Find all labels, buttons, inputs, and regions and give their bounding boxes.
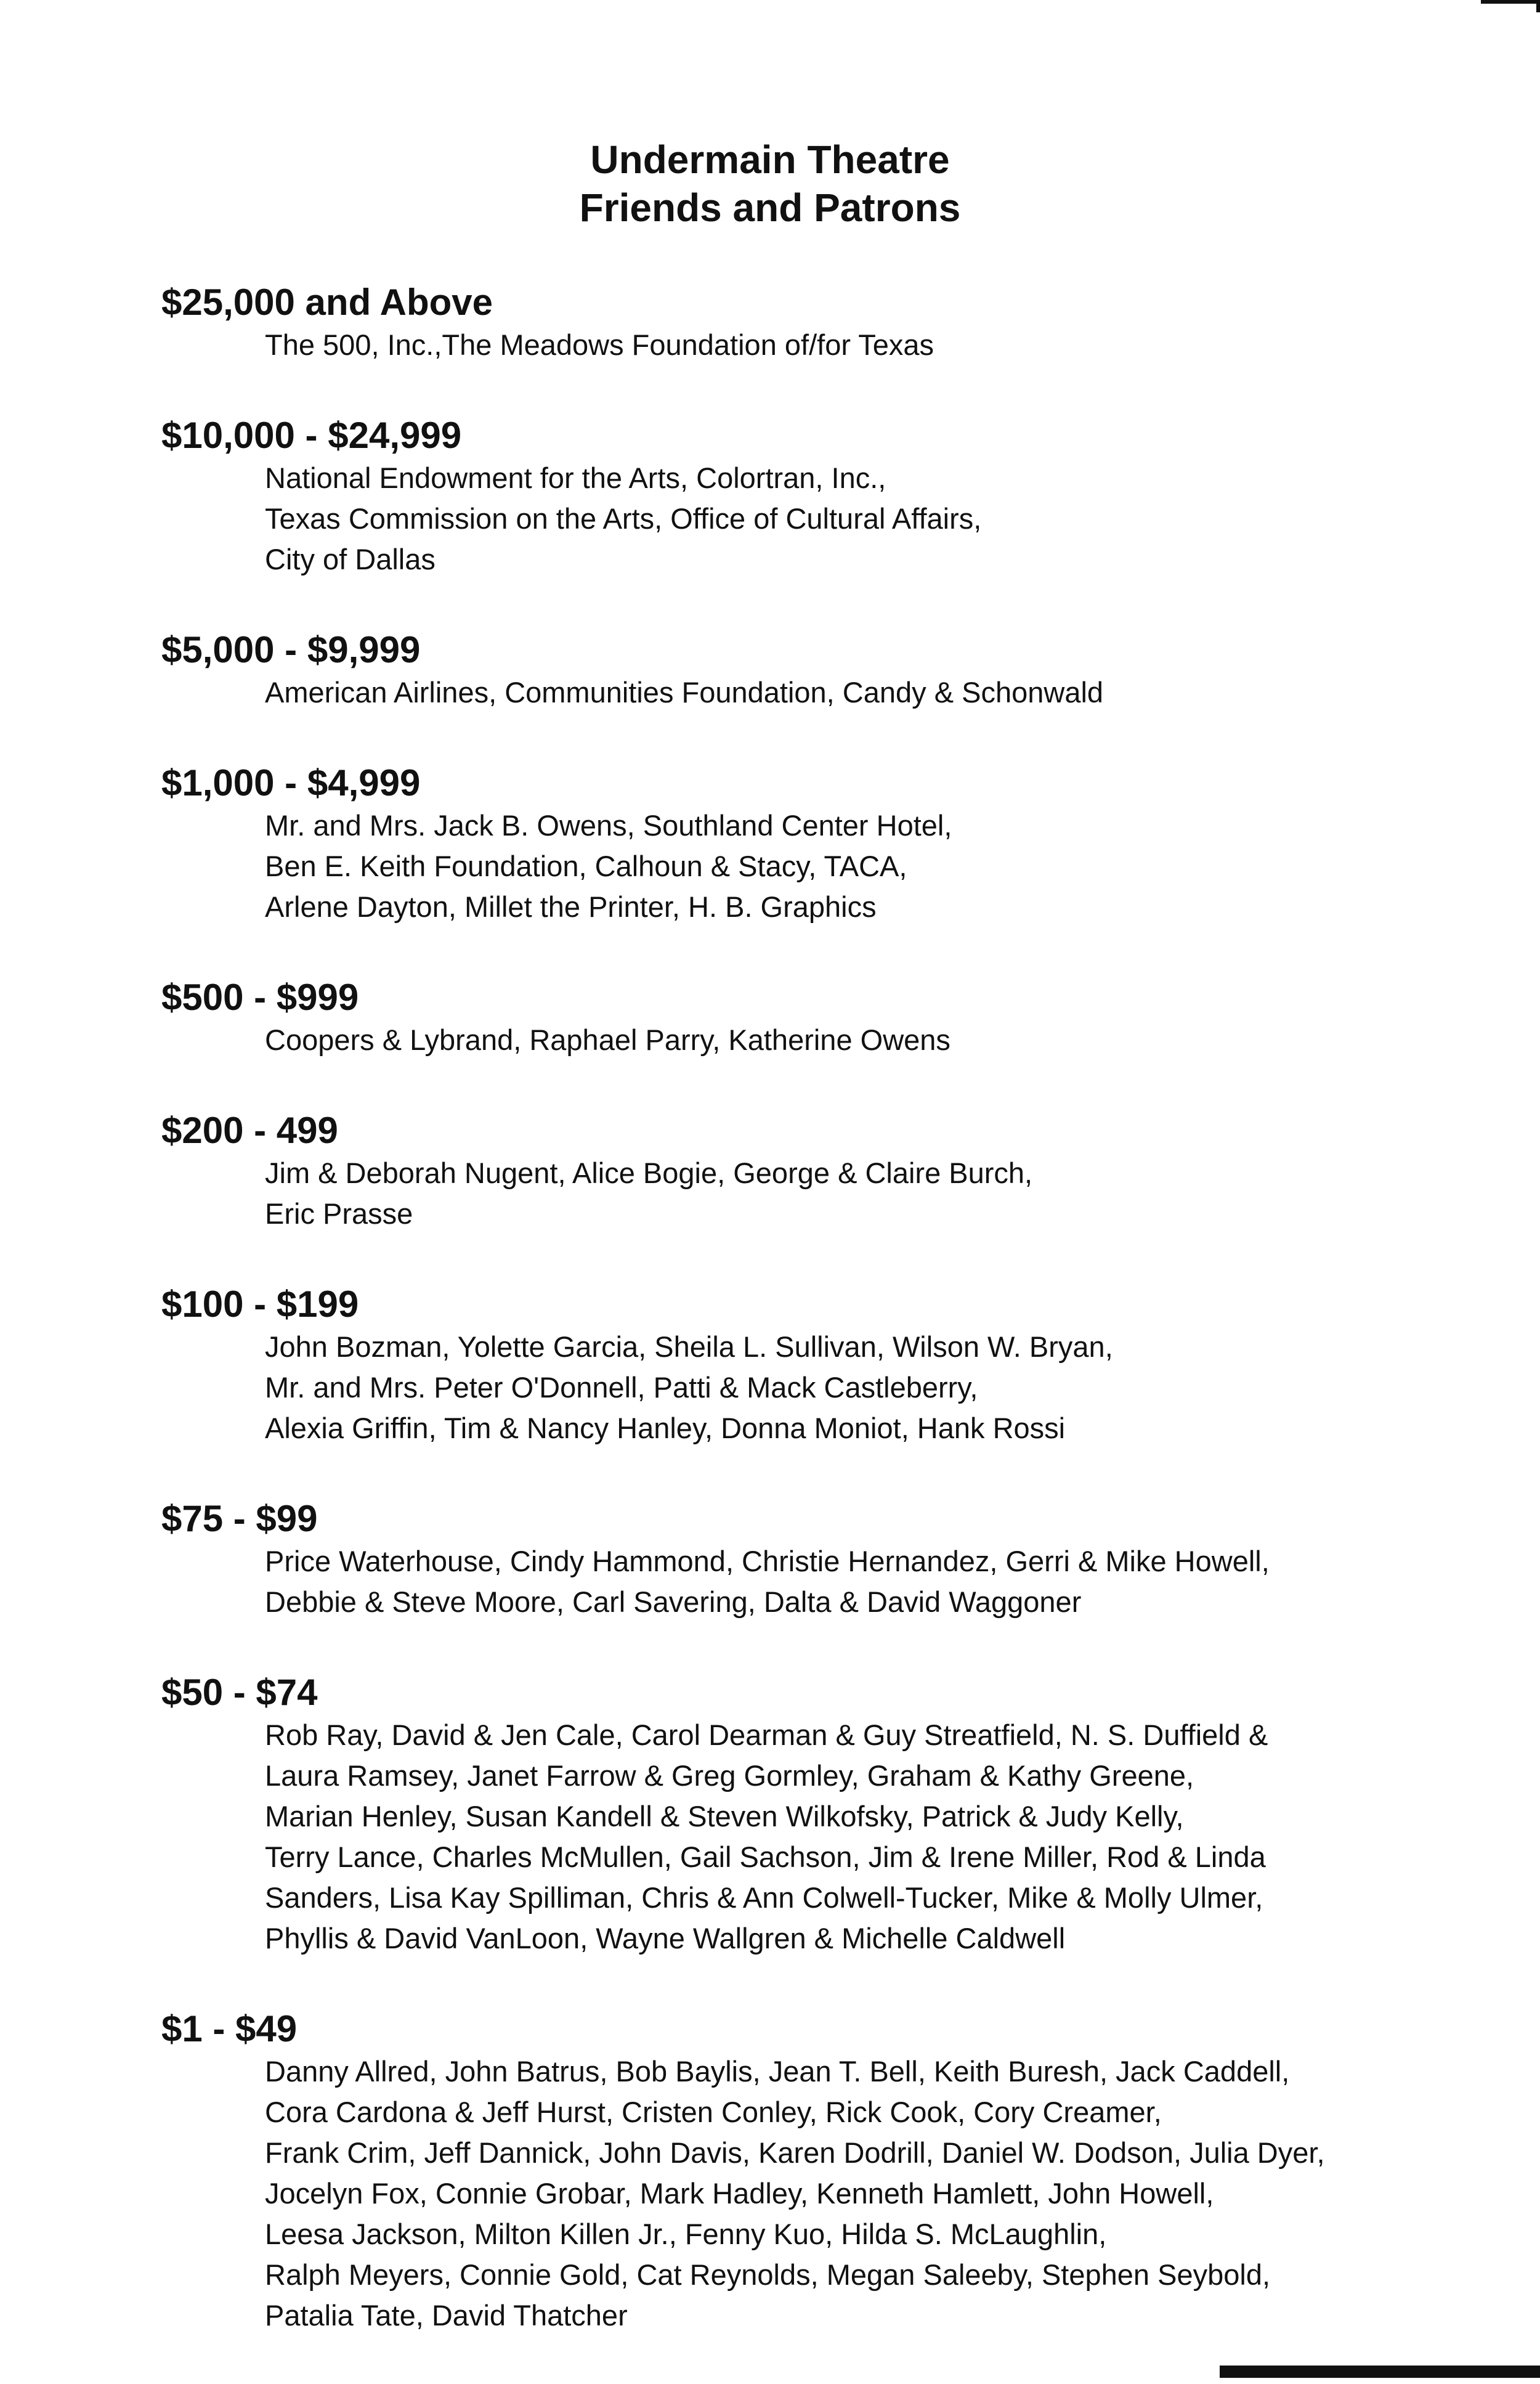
donor-list-line: Jocelyn Fox, Connie Grobar, Mark Hadley, Kenneth Hamlett, John Howell, <box>265 2177 1214 2210</box>
donor-tier-heading: $5,000 - $9,999 <box>161 629 421 670</box>
donor-tier-section <box>161 761 1486 927</box>
donor-list-line: Mr. and Mrs. Peter O'Donnell, Patti & Mack Castleberry, <box>265 1371 978 1404</box>
donor-list-line: Cora Cardona & Jeff Hurst, Cristen Conley, Rick Cook, Cory Creamer, <box>265 2096 1162 2128</box>
page-title <box>0 136 1540 232</box>
donor-sections <box>161 280 1486 2384</box>
donor-list-line: Texas Commission on the Arts, Office of Cultural Affairs, <box>265 502 982 535</box>
donor-tier-heading: $500 - $999 <box>161 977 359 1018</box>
title-line-1: Undermain Theatre <box>590 137 950 182</box>
page-edge-mark-top <box>1481 0 1540 12</box>
donor-list-line: Terry Lance, Charles McMullen, Gail Sachson, Jim & Irene Miller, Rod & Linda <box>265 1841 1266 1873</box>
donor-list-line: Ralph Meyers, Connie Gold, Cat Reynolds, Megan Saleeby, Stephen Seybold, <box>265 2258 1271 2291</box>
donor-list-line: John Bozman, Yolette Garcia, Sheila L. Sullivan, Wilson W. Bryan, <box>265 1330 1113 1363</box>
donor-list-line: Price Waterhouse, Cindy Hammond, Christie Hernandez, Gerri & Mike Howell, <box>265 1545 1270 1577</box>
donor-list-line: Eric Prasse <box>265 1197 413 1230</box>
donor-list-line: Alexia Griffin, Tim & Nancy Hanley, Donna Moniot, Hank Rossi <box>265 1412 1066 1444</box>
donor-list-line: Patalia Tate, David Thatcher <box>265 2299 628 2332</box>
donor-list-line: Arlene Dayton, Millet the Printer, H. B. Graphics <box>265 890 877 923</box>
donor-list <box>265 1715 1486 1959</box>
donor-tier-heading: $200 - 499 <box>161 1110 338 1151</box>
donor-list-line: Coopers & Lybrand, Raphael Parry, Katherine Owens <box>265 1023 950 1056</box>
donor-list <box>265 672 1486 713</box>
donor-tier-heading: $75 - $99 <box>161 1498 318 1539</box>
donor-list-line: The 500, Inc.,The Meadows Foundation of/for Texas <box>265 328 934 361</box>
donor-list <box>265 325 1486 365</box>
donor-tier-section <box>161 2007 1486 2336</box>
donor-tier-heading: $25,000 and Above <box>161 282 493 323</box>
donor-list-line: Danny Allred, John Batrus, Bob Baylis, Jean T. Bell, Keith Buresh, Jack Caddell, <box>265 2055 1290 2088</box>
donor-tier-heading: $50 - $74 <box>161 1672 318 1713</box>
donor-list <box>265 1020 1486 1060</box>
donor-list <box>265 458 1486 580</box>
donor-tier-heading: $1,000 - $4,999 <box>161 762 421 803</box>
donor-tier-section <box>161 1282 1486 1449</box>
donor-tier-section <box>161 413 1486 580</box>
donor-list-line: Frank Crim, Jeff Dannick, John Davis, Karen Dodrill, Daniel W. Dodson, Julia Dyer, <box>265 2136 1325 2169</box>
donor-list <box>265 1541 1486 1622</box>
donor-tier-heading: $10,000 - $24,999 <box>161 415 462 456</box>
donor-list-line: American Airlines, Communities Foundation, Candy & Schonwald <box>265 676 1104 709</box>
donor-tier-section <box>161 280 1486 365</box>
donor-tier-section <box>161 975 1486 1060</box>
donor-tier-heading: $100 - $199 <box>161 1284 359 1325</box>
donor-list-line: Phyllis & David VanLoon, Wayne Wallgren & Michelle Caldwell <box>265 1922 1066 1955</box>
donor-list-line: Marian Henley, Susan Kandell & Steven Wilkofsky, Patrick & Judy Kelly, <box>265 1800 1184 1833</box>
donor-tier-section <box>161 1497 1486 1622</box>
donor-tier-section <box>161 1670 1486 1959</box>
donor-list <box>265 805 1486 927</box>
donor-list-line: Mr. and Mrs. Jack B. Owens, Southland Center Hotel, <box>265 809 952 842</box>
donor-tier-section <box>161 1109 1486 1234</box>
donor-list-line: Rob Ray, David & Jen Cale, Carol Dearman & Guy Streatfield, N. S. Duffield & <box>265 1719 1268 1751</box>
donor-list-line: Jim & Deborah Nugent, Alice Bogie, George & Claire Burch, <box>265 1157 1033 1189</box>
donor-tier-heading: $1 - $49 <box>161 2008 298 2049</box>
donor-list-line: Leesa Jackson, Milton Killen Jr., Fenny Kuo, Hilda S. McLaughlin, <box>265 2218 1107 2250</box>
donor-list <box>265 1153 1486 1234</box>
donor-list-line: National Endowment for the Arts, Colortran, Inc., <box>265 462 886 494</box>
donor-list-line: Laura Ramsey, Janet Farrow & Greg Gormley, Graham & Kathy Greene, <box>265 1759 1194 1792</box>
donor-list-line: Debbie & Steve Moore, Carl Savering, Dalta & David Waggoner <box>265 1585 1082 1618</box>
donor-list <box>265 2051 1486 2336</box>
donor-list-line: Ben E. Keith Foundation, Calhoun & Stacy, TACA, <box>265 850 907 882</box>
title-line-2: Friends and Patrons <box>579 185 961 230</box>
donor-list <box>265 1327 1486 1449</box>
donor-tier-section <box>161 628 1486 713</box>
donor-list-line: Sanders, Lisa Kay Spilliman, Chris & Ann Colwell-Tucker, Mike & Molly Ulmer, <box>265 1881 1263 1914</box>
donor-list-line: City of Dallas <box>265 543 436 576</box>
